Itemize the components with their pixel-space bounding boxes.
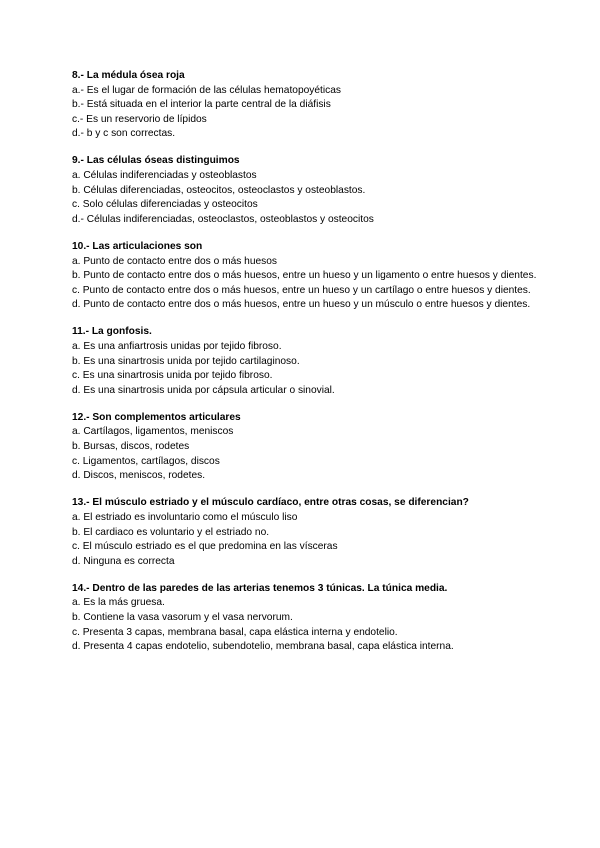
option-b: b.- Está situada en el interior la parte central de la diáfisis bbox=[72, 99, 331, 111]
option-b: b. Células diferenciadas, osteocitos, osteoclastos y osteoblastos. bbox=[72, 184, 366, 196]
question-title: 12.- Son complementos articulares bbox=[72, 411, 241, 423]
question-list bbox=[72, 69, 542, 667]
question-title: 13.- El músculo estriado y el músculo cardíaco, entre otras cosas, se diferencian? bbox=[72, 497, 469, 509]
option-d: d. Presenta 4 capas endotelio, subendotelio, membrana basal, capa elástica interna. bbox=[72, 641, 454, 653]
option-b: b. Contiene la vasa vasorum y el vasa nervorum. bbox=[72, 612, 293, 623]
option-b: b. Punto de contacto entre dos o más huesos, entre un hueso y un ligamento o entre huesos y dientes. bbox=[72, 270, 537, 282]
option-a: a. Células indiferenciadas y osteoblastos bbox=[72, 170, 257, 182]
question-title: 10.- Las articulaciones son bbox=[72, 240, 203, 252]
option-a: a. Es la más gruesa. bbox=[72, 597, 165, 609]
question-11 bbox=[72, 325, 542, 398]
option-b: b. Es una sinartrosis unida por tejido cartilaginoso. bbox=[72, 355, 300, 367]
option-a: a. El estriado es involuntario como el músculo liso bbox=[72, 511, 298, 523]
option-d: d. Es una sinartrosis unida por cápsula articular o sinovial. bbox=[72, 384, 335, 396]
question-12 bbox=[72, 411, 542, 484]
option-d: d. Ninguna es correcta bbox=[72, 555, 175, 567]
option-b: b. El cardiaco es voluntario y el estriado no. bbox=[72, 526, 270, 538]
option-c: c.- Es un reservorio de lípidos bbox=[72, 113, 207, 125]
option-d: d. Discos, meniscos, rodetes. bbox=[72, 470, 206, 482]
option-d: d. Punto de contacto entre dos o más huesos, entre un hueso y un músculo o entre huesos y dientes. bbox=[72, 299, 531, 311]
option-a: a. Punto de contacto entre dos o más huesos bbox=[72, 255, 278, 267]
question-title: 11.- La gonfosis. bbox=[72, 326, 152, 338]
option-a: a. Es una anfiartrosis unidas por tejido fibroso. bbox=[72, 341, 282, 352]
option-c: c. Ligamentos, cartílagos, discos bbox=[72, 455, 220, 467]
option-c: c. Punto de contacto entre dos o más huesos, entre un hueso y un cartílago o entre huesos y dientes. bbox=[72, 284, 531, 296]
option-a: a.- Es el lugar de formación de las células hematopoyéticas bbox=[72, 84, 341, 96]
option-d: d.- b y c son correctas. bbox=[72, 128, 176, 140]
option-b: b. Bursas, discos, rodetes bbox=[72, 441, 190, 453]
option-a: a. Cartílagos, ligamentos, meniscos bbox=[72, 426, 234, 438]
question-14 bbox=[72, 582, 542, 655]
question-8 bbox=[72, 69, 542, 142]
question-13 bbox=[72, 496, 542, 569]
question-9 bbox=[72, 154, 542, 227]
question-title: 9.- Las células óseas distinguimos bbox=[72, 155, 240, 167]
question-title: 14.- Dentro de las paredes de las arterias tenemos 3 túnicas. La túnica media. bbox=[72, 582, 448, 594]
question-title: 8.- La médula ósea roja bbox=[72, 70, 185, 81]
question-10 bbox=[72, 240, 542, 313]
option-c: c. Solo células diferenciadas y osteocitos bbox=[72, 199, 258, 211]
option-c: c. Es una sinartrosis unida por tejido fibroso. bbox=[72, 370, 273, 382]
option-c: c. Presenta 3 capas, membrana basal, capa elástica interna y endotelio. bbox=[72, 626, 398, 638]
option-c: c. El músculo estriado es el que predomina en las vísceras bbox=[72, 541, 338, 553]
option-d: d.- Células indiferenciadas, osteoclastos, osteoblastos y osteocitos bbox=[72, 213, 374, 225]
